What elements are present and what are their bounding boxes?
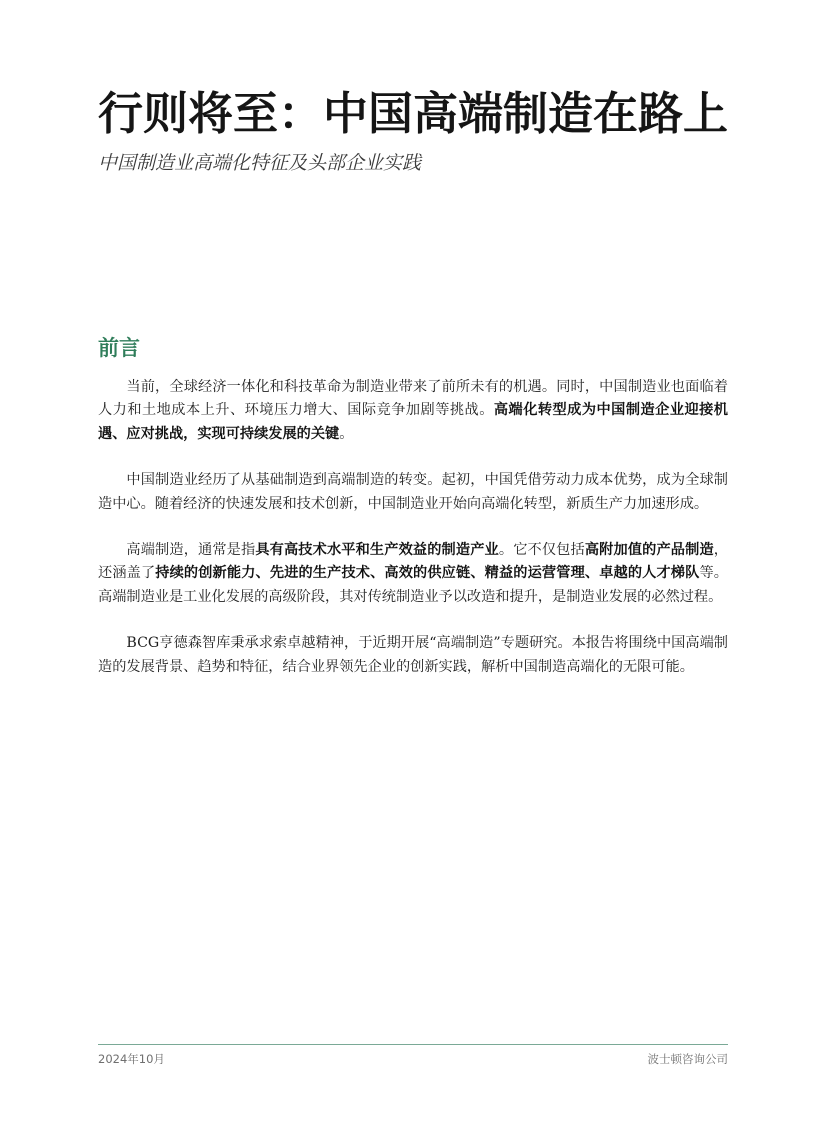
paragraph-text: 当前，全球经济一体化和科技革命为制造业带来了前所未有的机遇。同时，中国制造业也面临着人力和土地成本上升、环境压力增大、国际竞争加剧等挑战。 — [98, 379, 728, 419]
footer — [98, 1050, 728, 1068]
paragraph-text: BCG亨德森智库秉承求索卓越精神，于近期开展“高端制造”专题研究。本报告将围绕中国高端制造的发展背景、趋势和特征，结合业界领先企业的创新实践，解析中国制造高端化的无限可能。 — [98, 635, 728, 675]
footer-company: 波士顿咨询公司 — [647, 1052, 728, 1066]
emphasis-text: 高端化转型成为中国制造企业迎接机遇、应对挑战，实现可持续发展的关键 — [98, 402, 728, 442]
emphasis-text: 高附加值的产品制造 — [584, 542, 714, 559]
paragraph-text: 中国制造业经历了从基础制造到高端制造的转变。起初，中国凭借劳动力成本优势，成为全球制造中心。随着经济的快速发展和技术创新，中国制造业开始向高端化转型，新质生产力加速形成。 — [98, 472, 728, 512]
paragraph-text: 。它不仅包括 — [498, 542, 585, 559]
paragraph — [98, 539, 728, 609]
preface-body — [98, 376, 728, 702]
paragraph — [98, 469, 728, 516]
paragraph-text: 等。高端制造业是工业化发展的高级阶段，其对传统制造业予以改造和提升，是制造业发展的必然过程。 — [98, 565, 728, 605]
paragraph-text: ，还涵盖了 — [98, 542, 728, 582]
paragraph-text: 。 — [339, 425, 354, 442]
paragraph — [98, 376, 728, 446]
emphasis-text: 具有高技术水平和生产效益的制造产业 — [255, 542, 499, 559]
paragraph-text: 高端制造，通常是指 — [126, 542, 256, 559]
paragraph — [98, 632, 728, 679]
section-heading-preface: 前言 — [98, 335, 140, 360]
footer-date: 2024年10月 — [98, 1052, 165, 1066]
emphasis-text: 持续的创新能力、先进的生产技术、高效的供应链、精益的运营管理、卓越的人才梯队 — [155, 565, 700, 582]
page-subtitle: 中国制造业高端化特征及头部企业实践 — [98, 152, 422, 174]
page-title: 行则将至：中国高端制造在路上 — [98, 87, 729, 140]
footer-divider — [98, 1044, 728, 1045]
